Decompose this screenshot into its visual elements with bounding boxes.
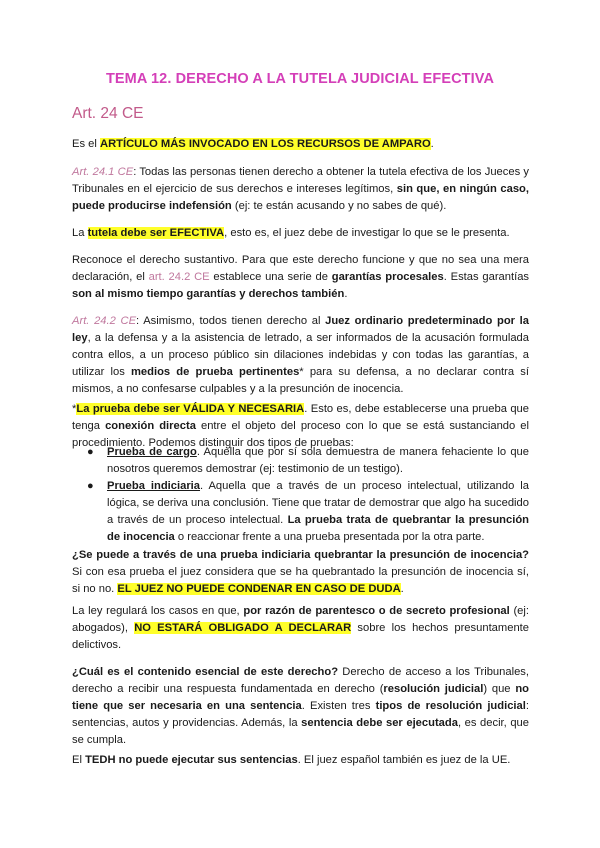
highlight: La prueba debe ser VÁLIDA Y NECESARIA: [76, 403, 305, 415]
page-title: TEMA 12. DERECHO A LA TUTELA JUDICIAL EFECTIVA: [105, 71, 495, 87]
paragraph-contenido-esencial: ¿Cuál es el contenido esencial de este derecho? Derecho de acceso a los Tribunales, derecho a recibir una respuesta fundamentada en derecho (resolución judicial) que no tiene que ser necesaria en una sentencia. Existen tres tipos de resolución judicial: sentencias, autos y providencias. Además, la sentencia debe ser ejecutada, es decir, que se cumpla.: [72, 666, 530, 746]
paragraph-indiciaria-question: ¿Se puede a través de una prueba indiciaria quebrantar la presunción de inocencia? Si con esa prueba el juez considera que se ha quebrantado la presunción de inocencia sí, si no no. EL JUEZ NO PUEDE CONDENAR EN CASO DE DUDA.: [72, 549, 529, 595]
paragraph-art-24-1: Art. 24.1 CE: Todas las personas tienen derecho a obtener la tutela efectiva de los Jueces y Tribunales en el ejercicio de sus derechos e intereses legítimos, sin que, en ningún caso, puede producirse indefensión (ej: te están acusando y no sabes de qué).: [72, 166, 530, 212]
paragraph-derecho-sustantivo: Reconoce el derecho sustantivo. Para que este derecho funcione y que no sea una mera declaración, el art. 24.2 CE establece una serie de garantías procesales. Estas garantías son al mismo tiempo garantías y derechos también.: [72, 254, 530, 300]
list-item: ● Prueba indiciaria. Aquella que a través de un proceso intelectual, utilizando la lógica, se deriva una conclusión. Tiene que tratar de demostrar que algo ha sucedido a través de un proceso intelectual. La prueba trata de quebrantar la presunción de inocencia o reaccionar frente a una prueba presentada por la otra parte.: [87, 480, 530, 543]
bullet-icon: ●: [87, 480, 94, 492]
paragraph-tutela-efectiva: La tutela debe ser EFECTIVA, esto es, el juez debe de investigar lo que se le presenta.: [72, 227, 510, 239]
paragraph-intro: Es el ARTÍCULO MÁS INVOCADO EN LOS RECURSOS DE AMPARO.: [72, 138, 434, 150]
article-reference: Art. 24.2 CE: [72, 315, 137, 327]
highlight: ARTÍCULO MÁS INVOCADO EN LOS RECURSOS DE AMPARO: [99, 138, 431, 150]
list-item: ● Prueba de cargo. Aquella que por sí sola demuestra de manera fehaciente lo que nosotros queremos demostrar (ej: testimonio de un testigo).: [87, 446, 529, 475]
highlight: tutela debe ser EFECTIVA: [87, 227, 225, 239]
paragraph-tedh: El TEDH no puede ejecutar sus sentencias. El juez español también es juez de la UE.: [72, 754, 511, 766]
bullet-icon: ●: [87, 446, 94, 458]
section-heading: Art. 24 CE: [72, 105, 144, 122]
article-reference: Art. 24.1 CE: [72, 166, 134, 178]
paragraph-art-24-2: Art. 24.2 CE: Asimismo, todos tienen derecho al Juez ordinario predeterminado por la ley, a la defensa y a la asistencia de letrado, a ser informados de la acusación formulada contra ellos, a un proceso público sin dilaciones indebidas y con todas las garantías, a utilizar los medios de prueba pertinentes* para su defensa, a no declarar contra sí mismos, a no confesarse culpables y a la presunción de inocencia.: [72, 315, 529, 395]
article-reference: art. 24.2 CE: [148, 271, 210, 283]
paragraph-secreto-profesional: La ley regulará los casos en que, por razón de parentesco o de secreto profesional (ej: abogados), NO ESTARÁ OBLIGADO A DECLARAR sobre los hechos presuntamente delictivos.: [72, 605, 529, 651]
highlight: NO ESTARÁ OBLIGADO A DECLARAR: [134, 622, 352, 634]
highlight: EL JUEZ NO PUEDE CONDENAR EN CASO DE DUDA: [117, 583, 401, 595]
tipos-de-prueba-list: [72, 444, 529, 546]
paragraph-prueba: *La prueba debe ser VÁLIDA Y NECESARIA. Esto es, debe establecerse una prueba que tenga conexión directa entre el objeto del proceso con lo que se está sustanciando el procedimiento. Podemos distinguir dos tipos de pruebas:: [72, 403, 530, 449]
